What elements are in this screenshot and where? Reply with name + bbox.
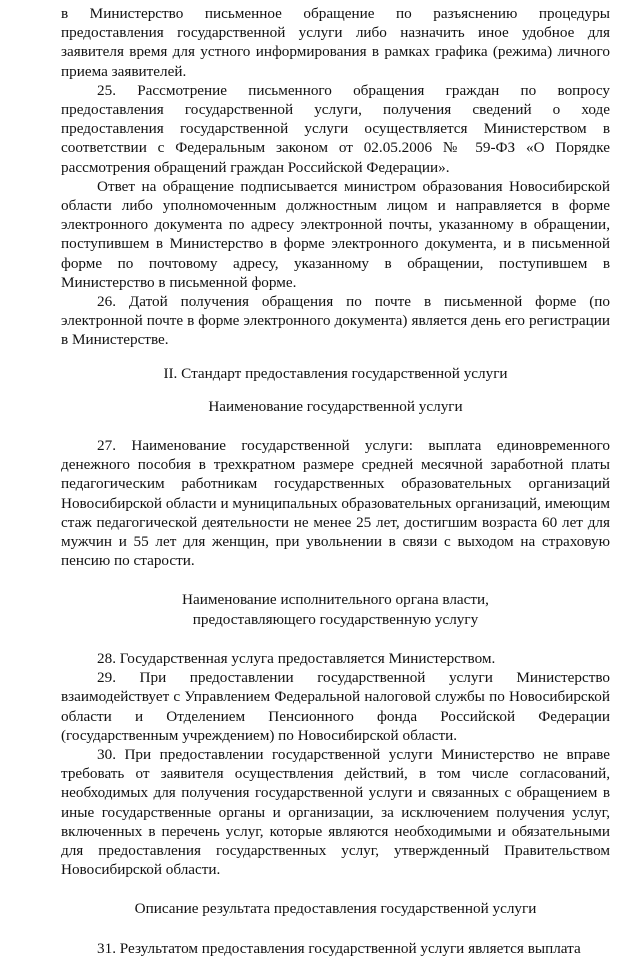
spacer	[61, 416, 610, 436]
section-heading: II. Стандарт предоставления государственной услуги	[163, 364, 508, 382]
paragraph-25: 25. Рассмотрение письменного обращения граждан по вопросу предоставления государственной услуги, получения сведений о ходе предоставления государственной услуги осуществляется Министерством в соответствии с Федеральным законом от 02.05.2006 № 59-ФЗ «О Порядке рассмотрения обращений граждан Российской Федерации».	[61, 81, 610, 176]
subheading-result-description: Описание результата предоставления государственной услуги	[134, 900, 537, 918]
spacer	[61, 350, 610, 364]
paragraph-30: 30. При предоставлении государственной услуги Министерство не вправе требовать от заявителя осуществления действий, в том числе согласований, необходимых для получения государственной услуги и связанных с обращением в иные государственные органы и организации, за исключением получения услуг, включенных в перечень услуг, которые являются необходимыми и обязательными для предоставления государственных услуг, утвержденный Правительством Новосибирской области.	[61, 745, 610, 879]
subheading-executive-body-line1: Наименование исполнительного органа власти,	[182, 591, 489, 609]
spacer	[61, 383, 610, 397]
spacer	[61, 919, 610, 939]
paragraph-28: 28. Государственная услуга предоставляется Министерством.	[97, 649, 496, 667]
paragraph-25-answer: Ответ на обращение подписывается министром образования Новосибирской области либо уполномоченным должностным лицом и направляется в форме электронного документа по адресу электронной почты, указанному в обращении, поступившем в Министерство в форме электронного документа, и в письменной форме по почтовому адресу, указанному в обращении, поступившем в Министерство в письменной форме.	[61, 177, 610, 291]
subheading-service-name: Наименование государственной услуги	[208, 397, 463, 415]
paragraph-29: 29. При предоставлении государственной услуги Министерство взаимодействует с Управлением Федеральной налоговой службы по Новосибирской области и Отделением Пенсионного фонда Российской Федерации (государственным учреждением) по Новосибирской области.	[61, 669, 610, 744]
subheading-executive-body-line2: предоставляющего государственную услугу	[192, 610, 479, 628]
paragraph-27: 27. Наименование государственной услуги: выплата единовременного денежного пособия в трехкратном размере средней месячной заработной платы педагогическим работникам государственных образовательных организаций Новосибирской области и муниципальных образовательных организаций, имеющим стаж педагогической деятельности не менее 25 лет, достигшим возраста 60 лет для мужчин и 55 лет для женщин, при увольнении в связи с выходом на страховую пенсию по старости.	[61, 437, 610, 570]
spacer	[61, 570, 610, 590]
paragraph-continuation: в Министерство письменное обращение по разъяснению процедуры предоставления государственной услуги либо назначить иное удобное для заявителя время для устного информирования в рамках графика (режима) личного приема заявителей.	[61, 5, 610, 80]
paragraph-31: 31. Результатом предоставления государственной услуги является выплата	[97, 939, 581, 957]
spacer	[61, 629, 610, 649]
paragraph-26: 26. Датой получения обращения по почте в письменной форме (по электронной почте в форме электронного документа) является день его регистрации в Министерстве.	[61, 293, 610, 349]
spacer	[61, 879, 610, 899]
